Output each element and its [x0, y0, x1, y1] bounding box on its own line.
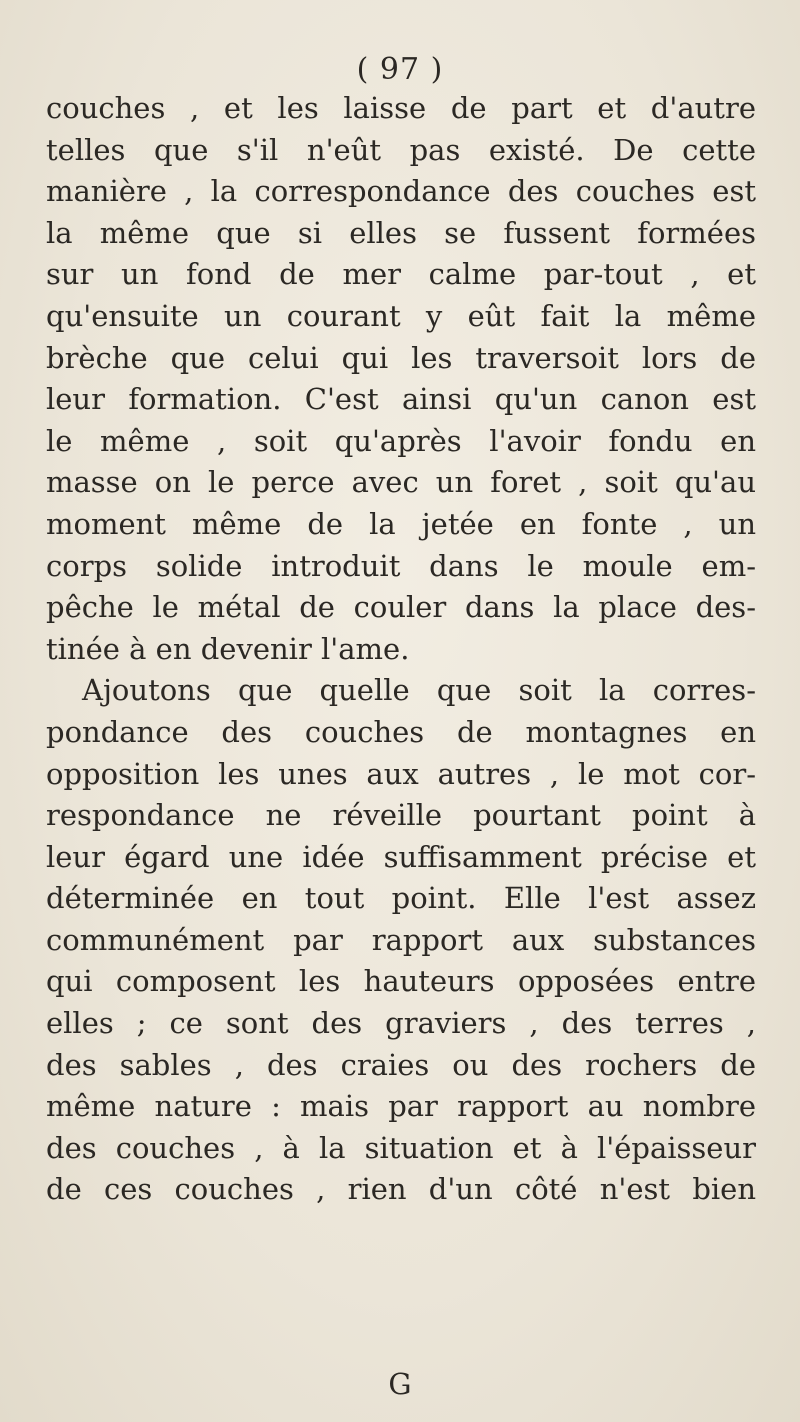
- text-line: respondance ne réveille pourtant point à: [46, 798, 756, 833]
- text-line: des sables , des craies ou des rochers de: [46, 1047, 756, 1082]
- text-line: la même que si elles se fussent formées: [46, 215, 756, 250]
- text-line: opposition les unes aux autres , le mot cor-: [46, 756, 756, 791]
- text-line: même nature : mais par rapport au nombre: [46, 1089, 756, 1124]
- text-line: sur un fond de mer calme par-tout , et: [46, 257, 756, 292]
- page-number: ( 97 ): [356, 52, 444, 87]
- text-line: telles que s'il n'eût pas existé. De cette: [46, 132, 756, 167]
- signature-mark: G: [388, 1367, 412, 1401]
- text-line: pêche le métal de couler dans la place des-: [46, 590, 756, 625]
- text-line: de ces couches , rien d'un côté n'est bien: [46, 1172, 756, 1207]
- text-line: pondance des couches de montagnes en: [46, 714, 756, 749]
- text-line: manière , la correspondance des couches est: [46, 174, 756, 209]
- text-line: brèche que celui qui les traversoit lors de: [46, 340, 756, 375]
- text-line: qu'ensuite un courant y eût fait la même: [46, 298, 756, 333]
- text-line: des couches , à la situation et à l'épaisseur: [46, 1130, 756, 1165]
- text-line: corps solide introduit dans le moule em-: [46, 548, 756, 583]
- text-line: moment même de la jetée en fonte , un: [46, 506, 756, 541]
- text-line: qui composent les hauteurs opposées entre: [46, 964, 756, 999]
- paragraph-start-line: Ajoutons que quelle que soit la corres-: [82, 673, 756, 708]
- body-text: [46, 88, 756, 1211]
- text-line: déterminée en tout point. Elle l'est assez: [46, 881, 756, 916]
- text-line: couches , et les laisse de part et d'autre: [46, 91, 756, 125]
- text-line: leur égard une idée suffisamment précise et: [46, 839, 756, 874]
- text-line: communément par rapport aux substances: [46, 922, 756, 957]
- text-line: leur formation. C'est ainsi qu'un canon est: [46, 382, 756, 417]
- paragraph-end-line: tinée à en devenir l'ame.: [46, 631, 410, 666]
- text-line: elles ; ce sont des graviers , des terres ,: [46, 1006, 756, 1041]
- text-line: le même , soit qu'après l'avoir fondu en: [46, 423, 756, 458]
- text-line: masse on le perce avec un foret , soit qu'au: [46, 465, 756, 500]
